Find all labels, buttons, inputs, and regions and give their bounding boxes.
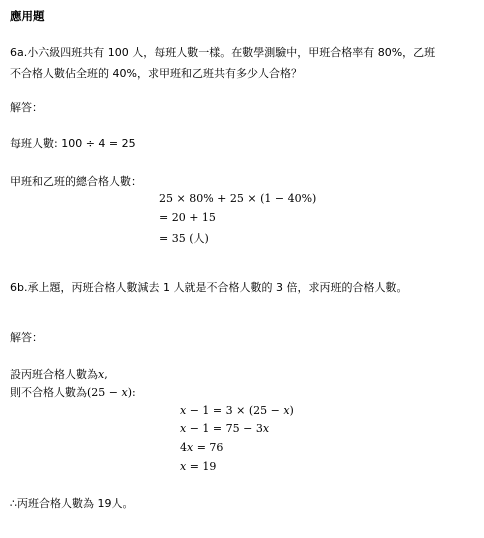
section-title: 應用題 [10,9,45,23]
question-6a-line-2: 不合格人數佔全班的 40%，求甲班和乙班共有多少人合格？ [10,67,302,80]
conclusion: ∴丙班合格人數為 19人。 [10,497,134,510]
solution-6a-step-2: = 20 + 15 [159,211,216,224]
answer-label-6b: 解答： [10,331,43,344]
per-class-count: 每班人數: 100 ÷ 4 = 25 [10,137,136,150]
total-pass-label: 甲班和乙班的總合格人數： [10,175,142,188]
solution-6b-step-2: 𝑥 − 1 = 75 − 3𝑥 [180,422,270,435]
answer-label-6a: 解答： [10,101,43,114]
solution-6b-step-3: 4𝑥 = 76 [180,441,224,454]
solution-6a-step-3: = 35 (人) [159,232,209,245]
question-6a-line-1: 6a.小六級四班共有 100 人，每班人數一樣。在數學測驗中，甲班合格率有 80%，乙班 [10,46,436,59]
let-statement-2: 則不合格人數為(25 − 𝑥): [10,386,136,399]
solution-6b-step-1: 𝑥 − 1 = 3 × (25 − 𝑥) [180,404,294,417]
question-6b-line-1: 6b.承上題，丙班合格人數減去 1 人就是不合格人數的 3 倍，求丙班的合格人數。 [10,281,408,294]
solution-6a-step-1: 25 × 80% + 25 × (1 − 40%) [159,192,317,205]
let-statement-1: 設丙班合格人數為𝑥, [10,368,108,381]
solution-6b-step-4: 𝑥 = 19 [180,460,217,473]
